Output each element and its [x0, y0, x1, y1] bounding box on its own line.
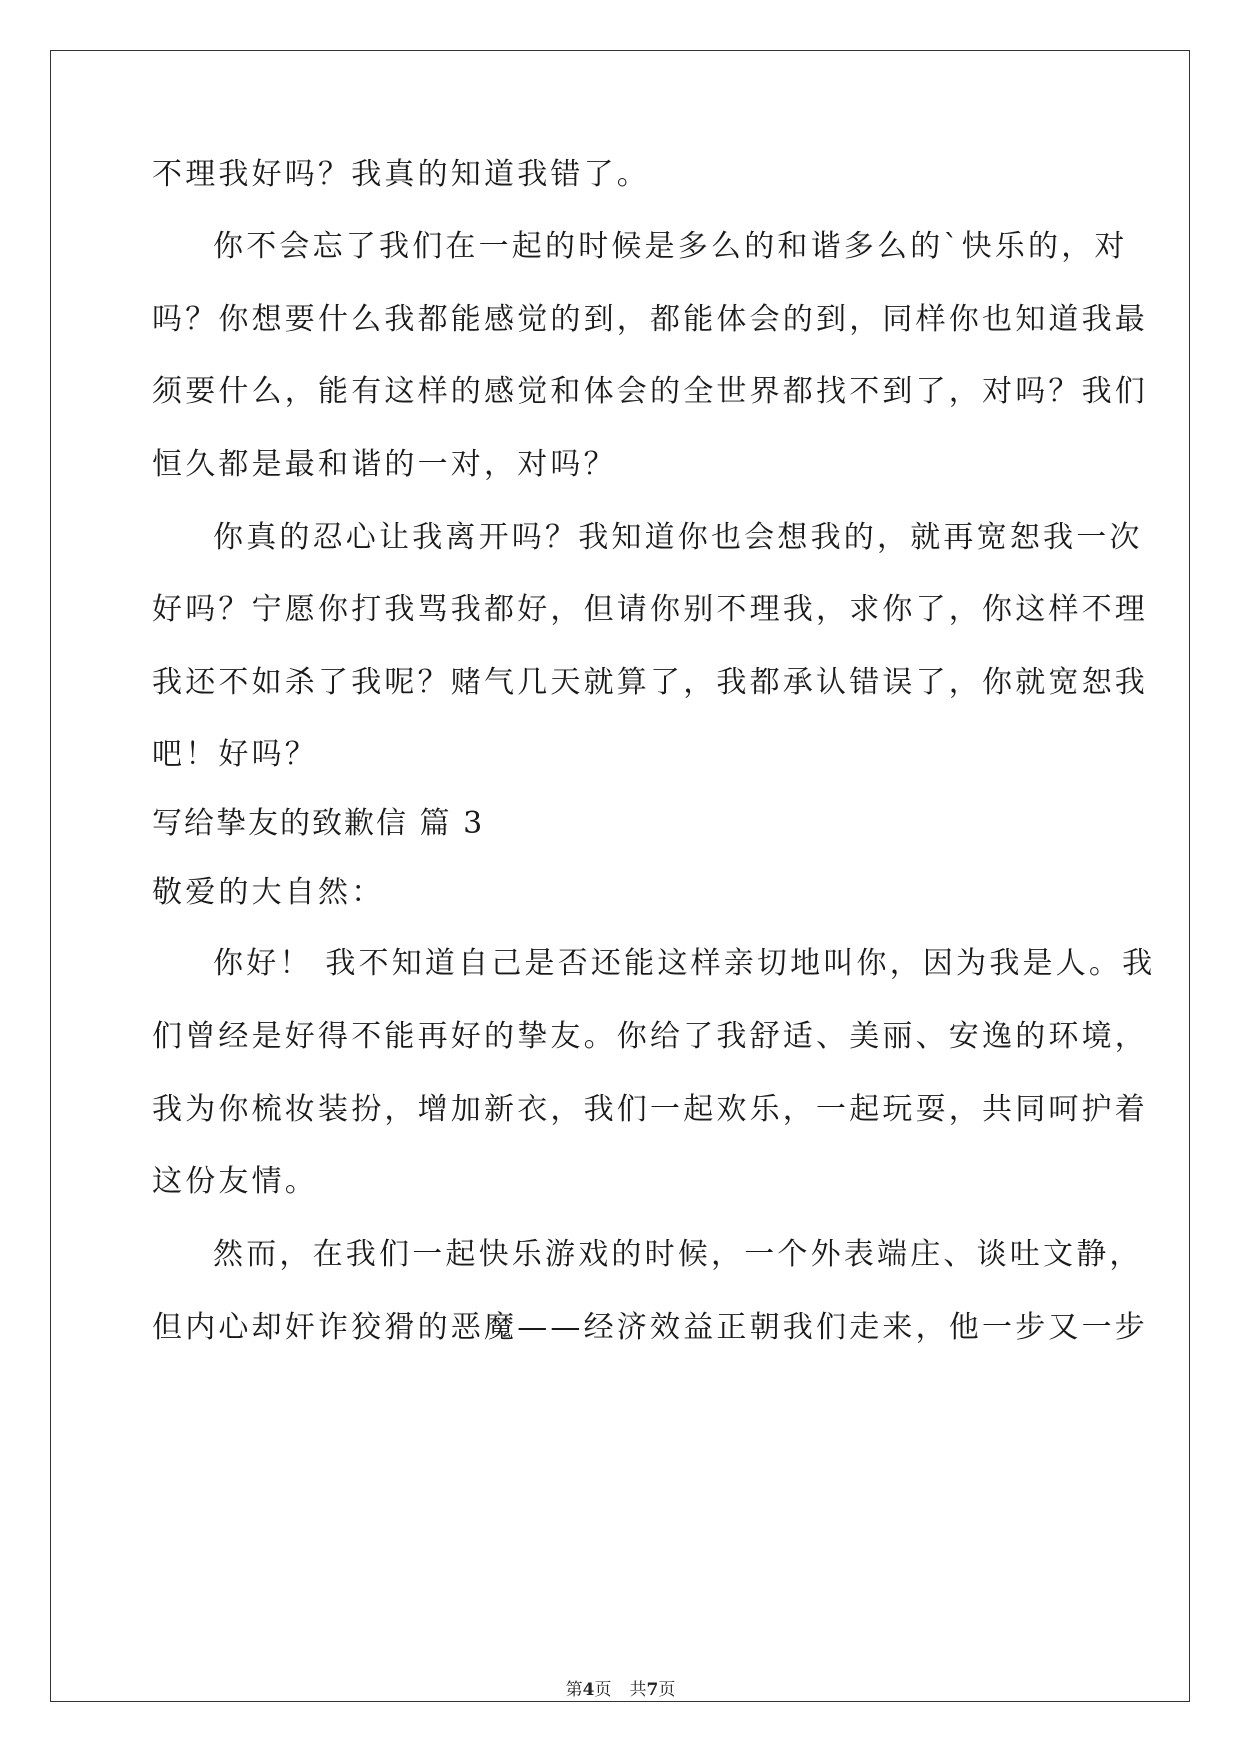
text-line: 这份友情。 — [152, 1164, 318, 1199]
text-line: 吧！好吗？ — [152, 737, 318, 772]
text-line: 吗？你想要什么我都能感觉的到，都能体会的到，同样你也知道我最 — [152, 302, 1148, 337]
text-line: 但内心却奸诈狡猾的恶魔——经济效益正朝我们走来，他一步又一步 — [152, 1310, 1148, 1345]
salutation: 敬爱的大自然： — [152, 875, 385, 910]
page-label-prefix: 第 — [565, 1680, 583, 1700]
text-line: 好吗？宁愿你打我骂我都好，但请你别不理我，求你了，你这样不理 — [152, 592, 1148, 627]
section-heading: 写给挚友的致歉信 篇 3 — [152, 806, 485, 841]
paragraph-first-line: 你不会忘了我们在一起的时候是多么的和谐多么的`快乐的，对 — [213, 229, 1128, 264]
paragraph-first-line: 然而，在我们一起快乐游戏的时候，一个外表端庄、谈吐文静， — [213, 1237, 1143, 1272]
text-line: 不理我好吗？我真的知道我错了。 — [152, 157, 650, 192]
current-page-number: 4 — [582, 1680, 595, 1700]
text-line: 我为你梳妆装扮，增加新衣，我们一起欢乐，一起玩耍，共同呵护着 — [152, 1092, 1148, 1127]
text-line: 我还不如杀了我呢？赌气几天就算了，我都承认错误了，你就宽恕我 — [152, 665, 1148, 700]
total-label-suffix: 页 — [658, 1680, 676, 1700]
text-line: 须要什么，能有这样的感觉和体会的全世界都找不到了，对吗？我们 — [152, 374, 1148, 409]
total-page-number: 7 — [646, 1680, 659, 1700]
paragraph-first-line: 你好！ 我不知道自己是否还能这样亲切地叫你，因为我是人。我 — [213, 946, 1156, 981]
total-label-prefix: 共 — [629, 1680, 647, 1700]
text-line: 们曾经是好得不能再好的挚友。你给了我舒适、美丽、安逸的环境， — [152, 1019, 1148, 1054]
paragraph-first-line: 你真的忍心让我离开吗？我知道你也会想我的，就再宽恕我一次 — [213, 520, 1143, 555]
page-label-suffix: 页 — [594, 1680, 612, 1700]
text-line: 恒久都是最和谐的一对，对吗？ — [152, 447, 617, 482]
page-footer — [0, 1680, 1241, 1700]
